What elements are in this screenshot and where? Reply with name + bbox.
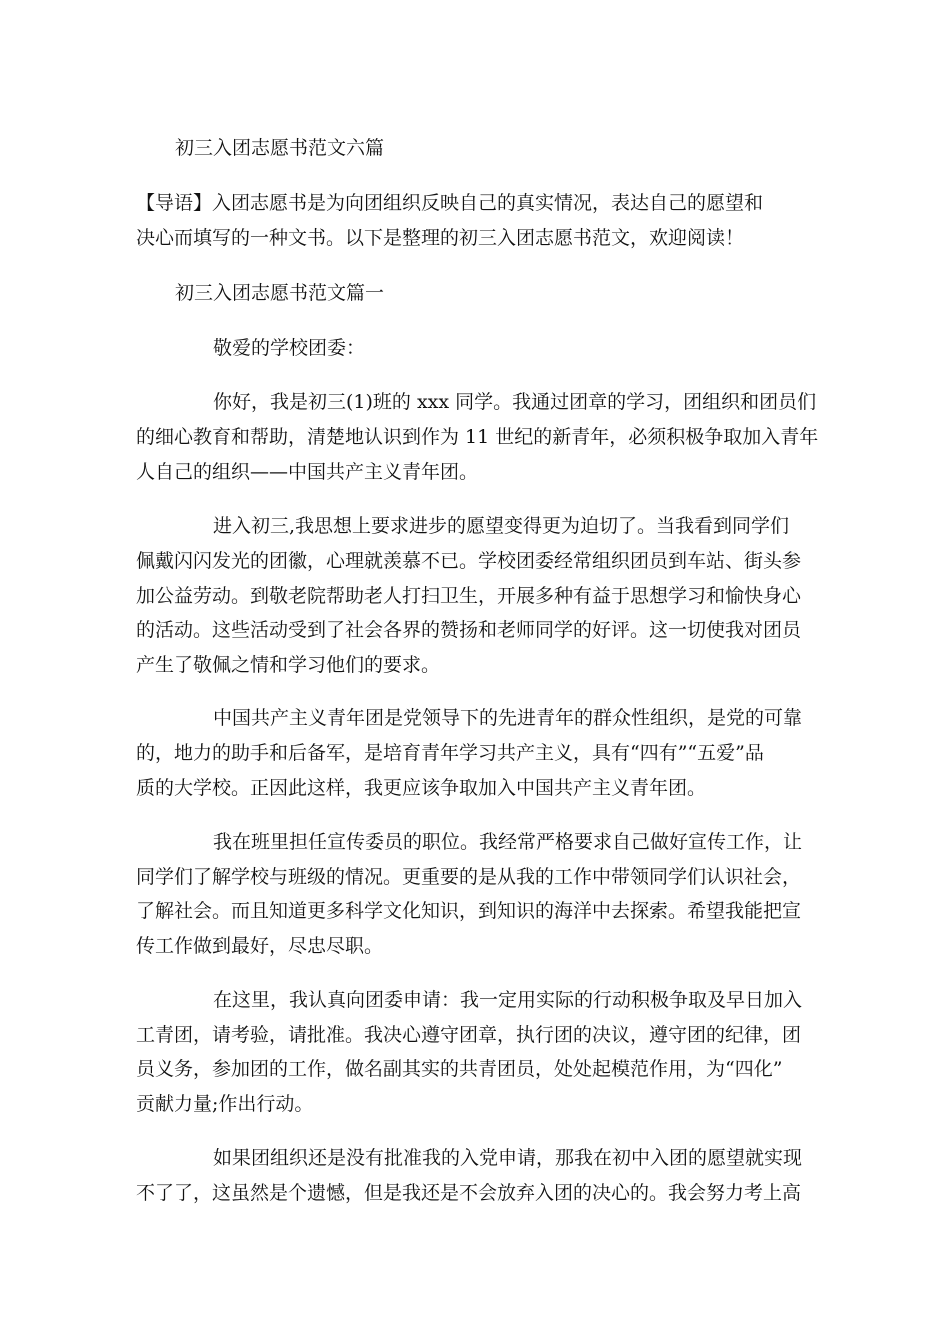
paragraph-line: 加公益劳动。到敬老院帮助老人打扫卫生，开展多种有益于思想学习和愉快身心	[136, 585, 802, 607]
paragraph-line: 不了了，这虽然是个遗憾，但是我还是不会放弃入团的决心的。我会努力考上高	[136, 1182, 802, 1204]
paragraph-line: 的活动。这些活动受到了社会各界的赞扬和老师同学的好评。这一切使我对团员	[136, 619, 802, 641]
paragraph-line: 佩戴闪闪发光的团徽，心理就羡慕不已。学校团委经常组织团员到车站、街头参	[136, 550, 802, 572]
paragraph-line: 在这里，我认真向团委申请：我一定用实际的行动积极争取及早日加入	[213, 989, 803, 1011]
intro-line: 【导语】入团志愿书是为向团组织反映自己的真实情况，表达自己的愿望和	[136, 192, 764, 214]
document-title: 初三入团志愿书范文六篇	[175, 137, 385, 159]
paragraph-line: 工青团，请考验，请批准。我决心遵守团章，执行团的决议，遵守团的纪律，团	[136, 1024, 802, 1046]
section-heading: 初三入团志愿书范文篇一	[175, 282, 385, 304]
paragraph-line: 传工作做到最好，尽忠尽职。	[136, 935, 384, 957]
paragraph-line: 了解社会。而且知道更多科学文化知识，到知识的海洋中去探索。希望我能把宣	[136, 900, 802, 922]
paragraph-line: 的，地力的助手和后备军，是培育青年学习共产主义，具有“四有”“五爱”品	[136, 742, 764, 764]
paragraph-line: 人自己的组织——中国共产主义青年团。	[136, 461, 479, 483]
salutation: 敬爱的学校团委：	[213, 337, 366, 359]
paragraph-line: 进入初三,我思想上要求进步的愿望变得更为迫切了。当我看到同学们	[213, 515, 790, 537]
paragraph-line: 质的大学校。正因此这样，我更应该争取加入中国共产主义青年团。	[136, 777, 707, 799]
paragraph-line: 同学们了解学校与班级的情况。更重要的是从我的工作中带领同学们认识社会，	[136, 866, 802, 888]
paragraph-line: 你好，我是初三(1)班的 xxx 同学。我通过团章的学习，团组织和团员们	[213, 391, 817, 413]
paragraph-line: 贡献力量;作出行动。	[136, 1093, 314, 1115]
paragraph-line: 中国共产主义青年团是党领导下的先进青年的群众性组织，是党的可靠	[213, 707, 803, 729]
paragraph-line: 员义务，参加团的工作，做名副其实的共青团员，处处起模范作用，为“四化”	[136, 1058, 783, 1080]
paragraph-line: 我在班里担任宣传委员的职位。我经常严格要求自己做好宣传工作，让	[213, 831, 803, 853]
paragraph-line: 产生了敬佩之情和学习他们的要求。	[136, 654, 441, 676]
paragraph-line: 的细心教育和帮助，清楚地认识到作为 11 世纪的新青年，必须积极争取加入青年	[136, 426, 819, 448]
paragraph-line: 如果团组织还是没有批准我的入党申请，那我在初中入团的愿望就实现	[213, 1147, 803, 1169]
intro-line: 决心而填写的一种文书。以下是整理的初三入团志愿书范文，欢迎阅读！	[136, 227, 745, 249]
